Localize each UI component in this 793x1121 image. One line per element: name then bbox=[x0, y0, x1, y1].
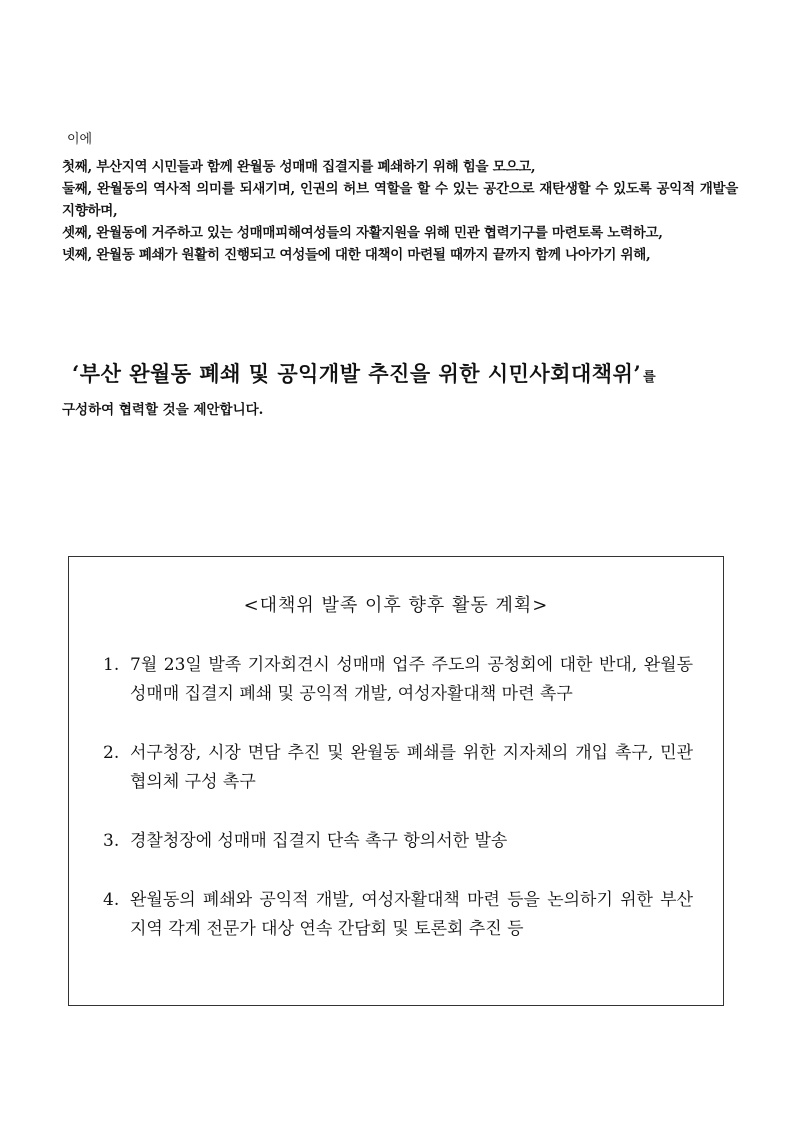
plan-item-number: 3. bbox=[103, 831, 120, 851]
proposal-item-second: 둘째, 완월동의 역사적 의미를 되새기며, 인권의 허브 역할을 할 수 있는 공간으로 재탄생할 수 있도록 공익적 개발을 지향하며, bbox=[62, 181, 738, 219]
proposal-closing: 구성하여 협력할 것을 제안합니다. bbox=[62, 402, 264, 418]
plan-item-text: 완월동의 폐쇄와 공익적 개발, 여성자활대책 마련 등을 논의하기 위한 부산지역 각계 전문가 대상 연속 간담회 및 토론회 추진 등 bbox=[130, 890, 693, 939]
proposal-list bbox=[62, 156, 738, 266]
plan-item-text: 서구청장, 시장 면담 추진 및 완월동 폐쇄를 위한 지자체의 개입 촉구, 민관 협의체 구성 촉구 bbox=[130, 743, 693, 792]
plan-item-number: 4. bbox=[103, 890, 120, 910]
committee-name-suffix: 를 bbox=[643, 370, 657, 385]
plan-item-number: 1. bbox=[103, 655, 120, 675]
activity-plan-list bbox=[103, 651, 693, 974]
plan-item bbox=[103, 739, 693, 797]
activity-plan-heading: <대책위 발족 이후 향후 활동 계획> bbox=[243, 595, 549, 616]
proposal-title bbox=[72, 358, 656, 388]
activity-plan-box bbox=[68, 556, 724, 1006]
committee-name: ‘부산 완월동 폐쇄 및 공익개발 추진을 위한 시민사회대책위’ bbox=[72, 361, 642, 386]
plan-item bbox=[103, 886, 693, 944]
plan-item bbox=[103, 827, 693, 856]
proposal-item-third: 셋째, 완월동에 거주하고 있는 성매매피해여성들의 자활지원을 위해 민관 협력기구를 마련토록 노력하고, bbox=[62, 225, 663, 241]
plan-item-text: 7월 23일 발족 기자회견시 성매매 업주 주도의 공청회에 대한 반대, 완월동 성매매 집결지 폐쇄 및 공익적 개발, 여성자활대책 마련 촉구 bbox=[130, 655, 693, 704]
proposal-item-first: 첫째, 부산지역 시민들과 함께 완월동 성매매 집결지를 폐쇄하기 위해 힘을 모으고, bbox=[62, 159, 536, 175]
intro-text: 이에 bbox=[67, 132, 93, 147]
plan-item-number: 2. bbox=[103, 743, 120, 763]
plan-item-text: 경찰청장에 성매매 집결지 단속 촉구 항의서한 발송 bbox=[130, 831, 508, 851]
proposal-item-fourth: 넷째, 완월동 폐쇄가 원활히 진행되고 여성들에 대한 대책이 마련될 때까지 끝까지 함께 나아가기 위해, bbox=[62, 247, 651, 263]
plan-item bbox=[103, 651, 693, 709]
